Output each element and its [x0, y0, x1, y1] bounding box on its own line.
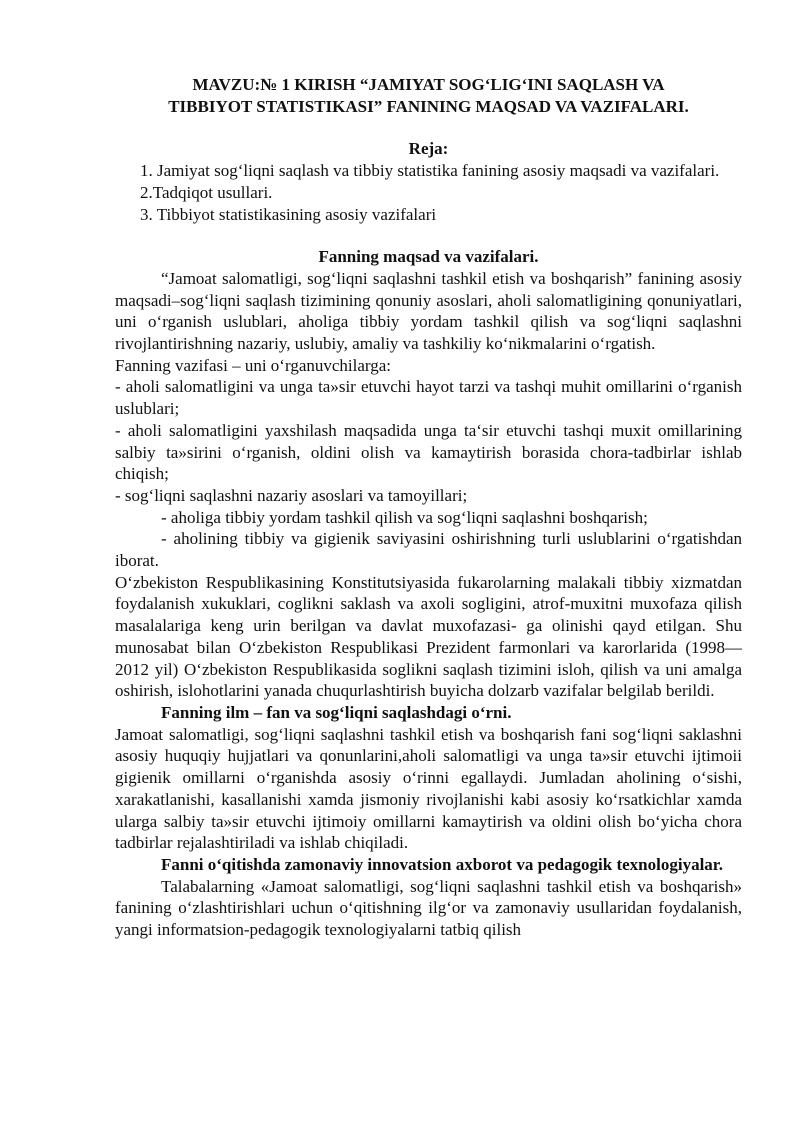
- document-page: [115, 74, 742, 941]
- page-title-line-2: TIBBIYOT STATISTIKASI” FANINING MAQSAD VA VAZIFALARI.: [168, 96, 689, 116]
- task-item-2: - aholi salomatligini yaxshilash maqsadida unga ta‘sir etuvchi tashqi muxit omillarining salbiy ta»sirini o‘rganish, oldini olish va kamaytirish borasida chora-tadbirlar ishlab chiqish;: [115, 420, 742, 484]
- page-title-line-1: MAVZU:№ 1 KIRISH “JAMIYAT SOG‘LIG‘INI SAQLASH VA: [192, 75, 665, 94]
- task-item-3: - sog‘liqni saqlashni nazariy asoslari va tamoyillari;: [115, 485, 468, 505]
- task-item-1: - aholi salomatligini va unga ta»sir etuvchi hayot tarzi va tashqi muhit omillarini o‘rganish uslublari;: [115, 377, 742, 419]
- section-heading-goals: Fanning maqsad va vazifalari.: [318, 247, 539, 267]
- constitution-paragraph: O‘zbekiston Respublikasining Konstitutsiyasida fukarolarning malakali tibbiy xizmatdan foydalanish xukuklari, coglikni saklash va axoli sogligini, atrof-muxitni muxofaza qilish masalalariga keng urin berilgan va davlat muxofazasi- ga olinishi qayd etilgan. Shu munosabat bilan O‘zbekiston Respublikasi Prezident farmonlari va karorlarida (1998—2012 yil) O‘zbekiston Respublikasida soglikni saqlash tizimini isloh, qilish va uni amalga oshirish, islohotlarini yanada chuqurlashtirish buyicha dolzarb vazifalar belgilab berildi.: [115, 572, 742, 701]
- technologies-paragraph: Talabalarning «Jamoat salomatligi, sog‘liqni saqlashni tashkil etish va boshqarish» fanining o‘zlashtirishlari uchun o‘qitishning ilg‘or va zamonaviy usullaridan foydalanish, yangi informatsion-pedagogik texnologiyalarni tatbiq qilish: [115, 876, 742, 940]
- section-heading-role: Fanning ilm – fan va sog‘liqni saqlashdagi o‘rni.: [161, 702, 512, 722]
- goals-paragraph: “Jamoat salomatligi, sog‘liqni saqlashni tashkil etish va boshqarish” fanining asosiy maqsadi–sog‘liqni saqlash tizimining qonuniy asoslari, aholi salomatligining qonuniyatlari, uni o‘rganish uslublari, aholiga tibbiy yordam tashkil qilish va sog‘liqni saqlashni rivojlantirishning nazariy, uslubiy, amaliy va tashkiliy ko‘nikmalarini o‘rgatish.: [115, 268, 742, 354]
- task-item-4: - aholiga tibbiy yordam tashkil qilish va sog‘liqni saqlashni boshqarish;: [161, 507, 648, 527]
- role-paragraph: Jamoat salomatligi, sog‘liqni saqlashni tashkil etish va boshqarish fani sog‘liqni saklashni asosiy huquqiy hujjatlari va qonunlarini,aholi salomatligi va unga ta»sir etuvchi ijtimoii gigienik omillarni o‘rganishda asosiy o‘rinni egallaydi. Jumladan aholining o‘sishi, xarakatlanishi, kasallanishi xamda jismoniy rivojlanishi kabi asosiy ko‘rsatkichlar xamda ularga salbiy ta»sir etuvchi ijtimoiy omillarni kamaytirish va oldini olish bo‘yicha chora tadbirlar rejalashtiriladi va ishlab chiqiladi.: [115, 724, 742, 853]
- tasks-lead: Fanning vazifasi – uni o‘rganuvchilarga:: [115, 355, 392, 375]
- section-heading-technologies: Fanni o‘qitishda zamonaviy innovatsion axborot va pedagogik texnologiyalar.: [161, 854, 724, 874]
- plan-item-3: 3. Tibbiyot statistikasining asosiy vazifalari: [140, 204, 437, 224]
- plan-item-2: 2.Tadqiqot usullari.: [140, 182, 273, 202]
- task-item-5: - aholining tibbiy va gigienik saviyasini oshirishning turli uslublarini o‘rgatishdan iborat.: [115, 529, 742, 571]
- plan-item-1: 1. Jamiyat sog‘liqni saqlash va tibbiy statistika fanining asosiy maqsadi va vazifalari.: [140, 161, 720, 181]
- plan-heading: Reja:: [408, 139, 449, 159]
